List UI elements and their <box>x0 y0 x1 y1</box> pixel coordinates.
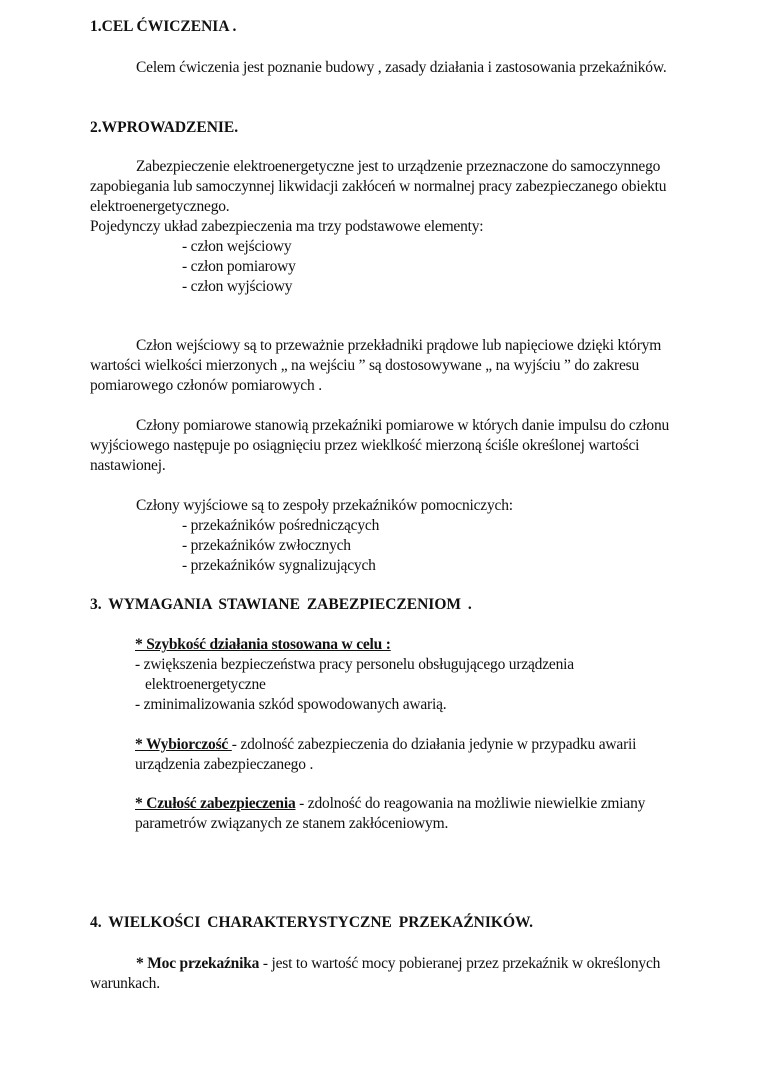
list-item: - człon wyjściowy <box>182 278 293 295</box>
selectivity-text: - zdolność zabezpieczenia do działania jedynie w przypadku awarii urządzenia zabezpieczanego . <box>135 736 637 773</box>
power-paragraph <box>90 954 680 994</box>
list-item: - przekaźników sygnalizujących <box>182 557 376 574</box>
section-2-paragraph-1: Zabezpieczenie elektroenergetyczne jest to urządzenie przeznaczone do samoczynnego zapobiegania lub samoczynnej likwidacji zakłóceń w normalnej pracy zabezpieczanego obiektu elektroenergetycznego. <box>90 158 667 215</box>
section-1-heading: 1.CEL ĆWICZENIA . <box>90 18 237 35</box>
selectivity-paragraph <box>135 735 680 775</box>
section-1-body: Celem ćwiczenia jest poznanie budowy , zasady działania i zastosowania przekaźników. <box>136 59 667 76</box>
section-2-paragraph-4: Człony pomiarowe stanowią przekaźniki pomiarowe w których danie impulsu do członu wyjściowego następuje po osiągnięciu przez wieklkość mierzoną ściśle określonej wartości nastawionej. <box>90 417 670 474</box>
list-item: - zminimalizowania szkód spowodowanych awarią. <box>135 696 447 713</box>
section-2-paragraph-5: Człony wyjściowe są to zespoły przekaźników pomocniczych: <box>136 497 513 514</box>
speed-title <box>135 635 680 655</box>
list-item: - człon wejściowy <box>182 238 292 255</box>
list-item: - przekaźników pośredniczących <box>182 517 380 534</box>
section-4-heading: 4. WIELKOŚCI CHARAKTERYSTYCZNE PRZEKAŹNIKÓW. <box>90 914 533 931</box>
section-2-paragraph-2: Pojedynczy układ zabezpieczenia ma trzy podstawowe elementy: <box>90 218 484 235</box>
relays-list <box>182 516 379 576</box>
power-title: * Moc przekaźnika <box>136 955 260 972</box>
list-item: - człon pomiarowy <box>182 258 296 275</box>
speed-title-text: * Szybkość działania stosowana w celu : <box>135 636 391 653</box>
list-item: - zwiększenia bezpieczeństwa pracy personelu obsługującego urządzenia elektroenergetyczne <box>135 656 574 693</box>
section-2-paragraph-3: Człon wejściowy są to przeważnie przekładniki prądowe lub napięciowe dzięki którym wartości wielkości mierzonych „ na wejściu ” są dostosowywane „ na wyjściu ” do zakresu pomiarowego członów pomiarowych . <box>90 337 662 394</box>
elements-list <box>182 237 296 297</box>
section-3-heading: 3. WYMAGANIA STAWIANE ZABEZPIECZENIOM . <box>90 596 472 613</box>
section-2-heading: 2.WPROWADZENIE. <box>90 119 239 136</box>
list-item: - przekaźników zwłocznych <box>182 537 351 554</box>
selectivity-title: * Wybiorczość <box>135 736 232 753</box>
power-text: - jest to wartość mocy pobieranej przez przekaźnik w określonych warunkach. <box>90 955 661 992</box>
sensitivity-text: - zdolność do reagowania na możliwie niewielkie zmiany parametrów związanych ze stanem zakłóceniowym. <box>135 795 646 832</box>
sensitivity-paragraph <box>135 794 680 834</box>
speed-list <box>135 655 680 715</box>
sensitivity-title: * Czułość zabezpieczenia <box>135 795 296 812</box>
